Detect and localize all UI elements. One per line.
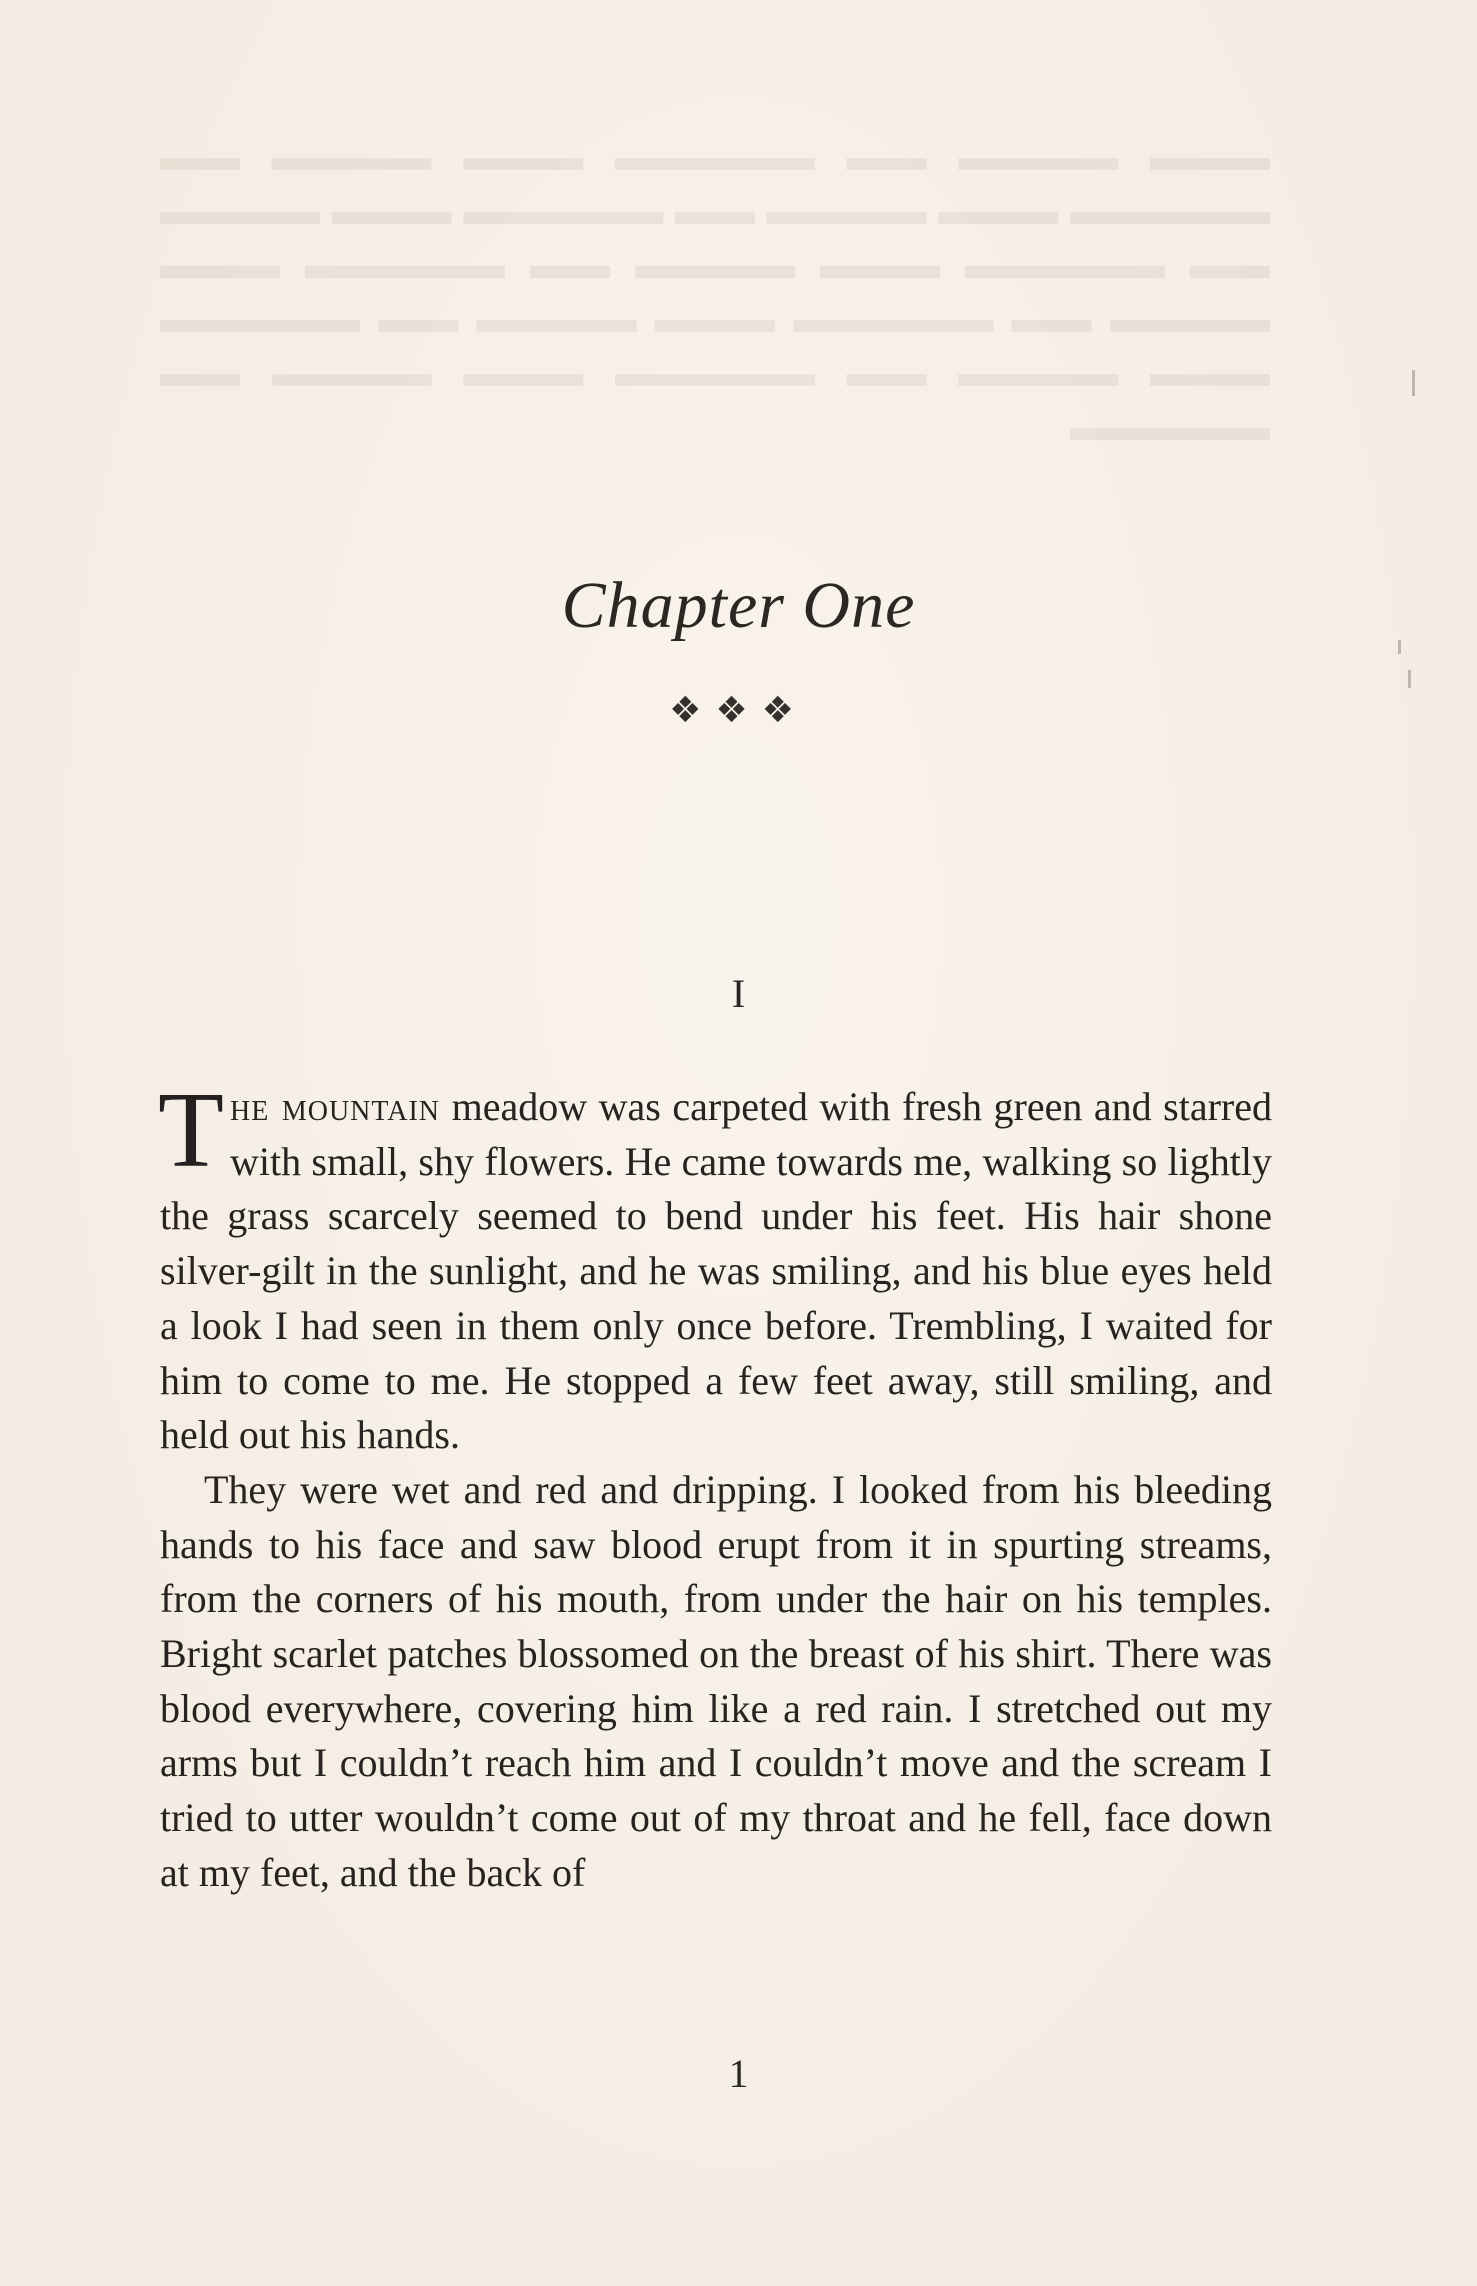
section-number: I [731, 971, 746, 1016]
paragraph: They were wet and red and dripping. I looked from his bleeding hands to his face and saw blood erupt from it in spurting streams, from the corners of his mouth, from under the hair on his temples. Bright scarlet patches blossomed on the breast of his shirt. There was blood everywhere, covering him like a red rain. I stretched out my arms but I couldn’t reach him and I couldn’t move and the scream I tried to utter wouldn’t come out of my throat and he fell, face down at my feet, and the back of [160, 1466, 1272, 1895]
page-number: 1 [728, 2051, 749, 2096]
margin-mark [1408, 670, 1411, 688]
paragraph [158, 1071, 1273, 1463]
margin-mark [1398, 640, 1401, 654]
chapter-title: Chapter One [561, 569, 916, 642]
small-caps-lead: he mountain [229, 1084, 441, 1129]
drop-cap: T [158, 1071, 224, 1190]
chapter-body [158, 1071, 1273, 1901]
margin-mark [1412, 370, 1415, 396]
paragraph-text: meadow was carpeted with fresh green and starred with small, shy flowers. He came towards me, walking so lightly the grass scarcely seemed to bend under his feet. His hair shone silver-gilt in the sunlight, and he was smiling, and his blue eyes held a look I had seen in them only once before. Trembling, I waited for him to come to me. He stopped a few feet away, still smiling, and held out his hands. [160, 1084, 1273, 1458]
bleed-through-texture: ▬▬▬ ▬▬▬▬ ▬▬ ▬▬▬▬▬ ▬▬▬ ▬▬▬▬ ▬▬ ▬▬▬▬▬ ▬▬▬ ▬▬▬▬ ▬▬ ▬▬▬▬▬ ▬▬▬ ▬▬▬▬ ▬▬ ▬▬▬▬▬ ▬▬▬ ▬▬▬▬ ▬▬ ▬▬▬▬▬ ▬▬▬ ▬▬▬▬ ▬▬ ▬▬▬▬▬ ▬▬▬ ▬▬▬▬ ▬▬ ▬▬▬▬▬ ▬▬▬ ▬▬▬▬ ▬▬ ▬▬▬▬▬ ▬▬▬ ▬▬▬▬ ▬▬ ▬▬▬▬▬ [160, 134, 1270, 449]
chapter-ornament-icon: ❖❖❖ [669, 690, 808, 731]
